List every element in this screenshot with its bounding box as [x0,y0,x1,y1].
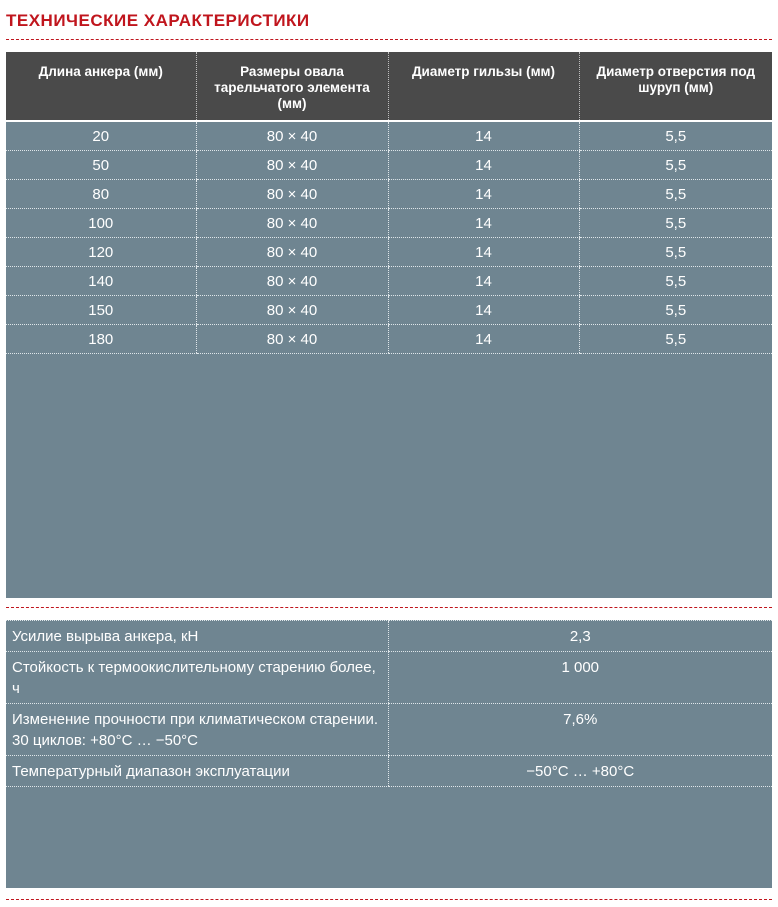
cell-plate-size: 80 × 40 [196,325,388,354]
cell-sleeve-diameter: 14 [388,267,579,296]
table-row [6,151,772,180]
cell-anchor-length: 120 [6,238,196,267]
cell-sleeve-diameter: 14 [388,209,579,238]
cell-screw-hole-diameter: 5,5 [579,267,772,296]
header-screw-hole-diameter: Диаметр отверстия под шуруп (мм) [579,52,772,120]
cell-anchor-length: 140 [6,267,196,296]
table-row [6,267,772,296]
table-row [6,180,772,209]
cell-screw-hole-diameter: 5,5 [579,238,772,267]
cell-plate-size: 80 × 40 [196,238,388,267]
table-row [6,296,772,325]
cell-plate-size: 80 × 40 [196,296,388,325]
cell-plate-size: 80 × 40 [196,122,388,151]
cell-plate-size: 80 × 40 [196,209,388,238]
property-value: 1 000 [388,652,772,704]
cell-sleeve-diameter: 14 [388,151,579,180]
bottom-divider [6,899,772,900]
table-row [6,621,772,652]
page-title: ТЕХНИЧЕСКИЕ ХАРАКТЕРИСТИКИ [6,11,310,30]
table-row [6,122,772,151]
cell-sleeve-diameter: 14 [388,122,579,151]
header-anchor-length: Длина анкера (мм) [6,52,196,120]
table-row [6,325,772,354]
dimensions-panel [6,52,772,598]
property-label: Усилие вырыва анкера, кН [6,621,388,652]
cell-plate-size: 80 × 40 [196,151,388,180]
cell-sleeve-diameter: 14 [388,180,579,209]
cell-screw-hole-diameter: 5,5 [579,122,772,151]
dimensions-table [6,52,772,354]
properties-panel [6,620,772,888]
cell-sleeve-diameter: 14 [388,325,579,354]
cell-sleeve-diameter: 14 [388,238,579,267]
cell-plate-size: 80 × 40 [196,180,388,209]
table-row [6,209,772,238]
cell-screw-hole-diameter: 5,5 [579,296,772,325]
cell-anchor-length: 180 [6,325,196,354]
property-value: 2,3 [388,621,772,652]
section-divider [6,607,772,608]
cell-plate-size: 80 × 40 [196,267,388,296]
table-header-row [6,52,772,120]
properties-table [6,620,772,787]
header-plate-size: Размеры овала тарельчатого элемента (мм) [196,52,388,120]
cell-sleeve-diameter: 14 [388,296,579,325]
cell-anchor-length: 100 [6,209,196,238]
table-row [6,652,772,704]
table-row [6,238,772,267]
property-value: 7,6% [388,704,772,756]
property-label: Стойкость к термоокислительному старению более, ч [6,652,388,704]
property-label: Изменение прочности при климатическом старении. 30 циклов: +80°С … −50°С [6,704,388,756]
title-divider [6,39,772,40]
cell-anchor-length: 20 [6,122,196,151]
header-sleeve-diameter: Диаметр гильзы (мм) [388,52,579,120]
cell-anchor-length: 80 [6,180,196,209]
cell-screw-hole-diameter: 5,5 [579,325,772,354]
cell-screw-hole-diameter: 5,5 [579,151,772,180]
cell-anchor-length: 150 [6,296,196,325]
property-value: −50°С … +80°С [388,756,772,787]
table-row [6,756,772,787]
property-label: Температурный диапазон эксплуатации [6,756,388,787]
cell-screw-hole-diameter: 5,5 [579,180,772,209]
table-row [6,704,772,756]
cell-anchor-length: 50 [6,151,196,180]
cell-screw-hole-diameter: 5,5 [579,209,772,238]
